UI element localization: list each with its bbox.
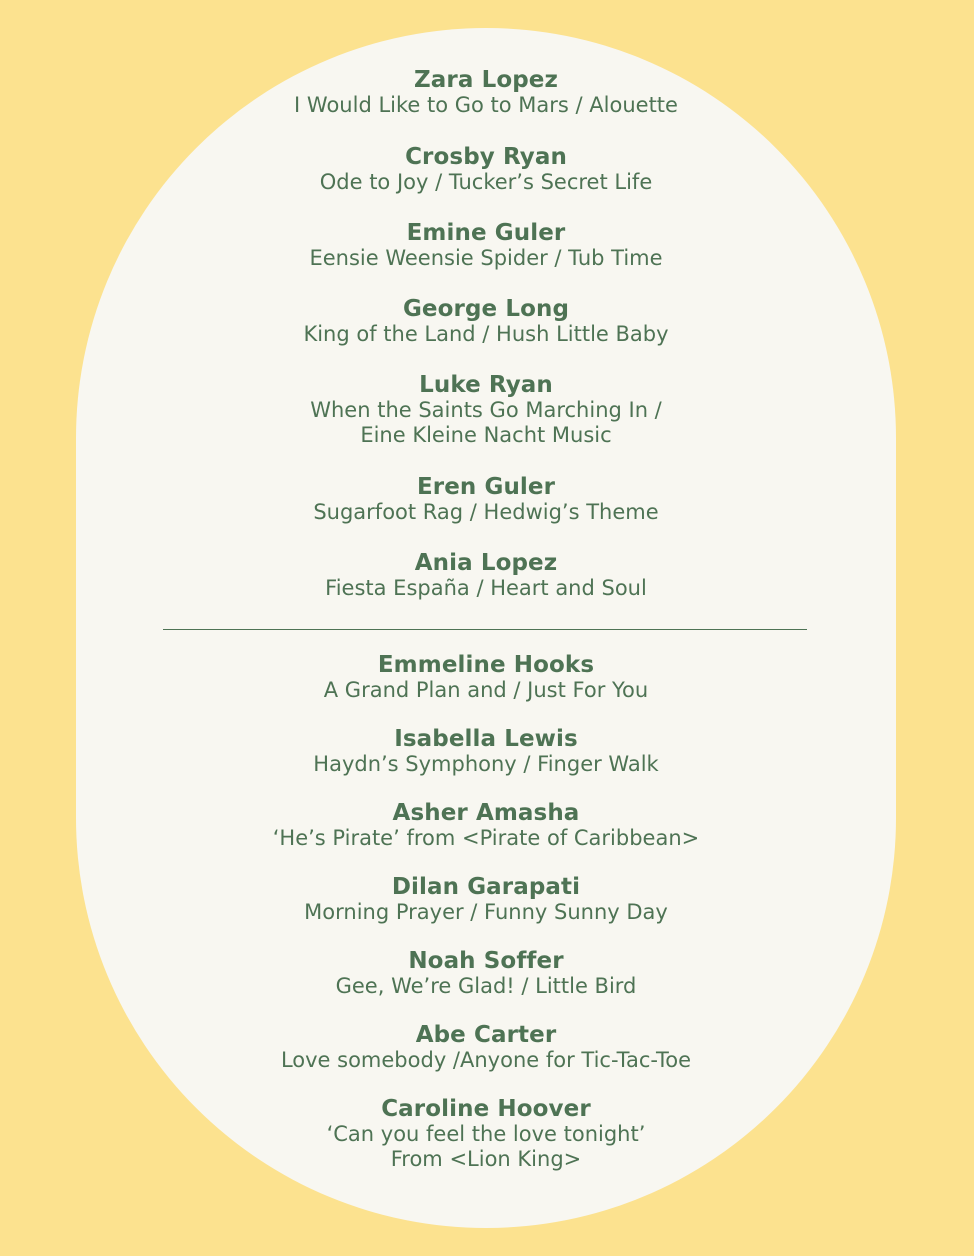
performer-entry [76, 800, 896, 851]
section-divider [163, 629, 807, 630]
performer-pieces: ‘Can you feel the love tonight’ From <Lion King> [326, 1122, 646, 1171]
performer-entry [76, 652, 896, 703]
performer-name: Eren Guler [416, 474, 556, 500]
performer-name: George Long [402, 296, 570, 322]
performer-pieces: Eensie Weensie Spider / Tub Time [309, 246, 663, 270]
performer-name: Isabella Lewis [394, 726, 578, 752]
performer-entry [76, 1022, 896, 1073]
performer-entry [76, 372, 896, 448]
performer-entry [76, 874, 896, 925]
performer-entry [76, 948, 896, 999]
performer-pieces: Love somebody /Anyone for Tic-Tac-Toe [280, 1048, 692, 1072]
performer-pieces: ‘He’s Pirate’ from <Pirate of Caribbean> [272, 826, 700, 850]
performer-name: Caroline Hoover [381, 1096, 591, 1122]
performer-pieces: When the Saints Go Marching In / Eine Kleine Nacht Music [310, 398, 662, 447]
performer-entry [76, 296, 896, 347]
performer-name: Noah Soffer [408, 948, 564, 974]
performer-pieces: A Grand Plan and / Just For You [323, 678, 649, 702]
performer-name: Asher Amasha [392, 800, 580, 826]
performer-entry [76, 220, 896, 271]
performer-entry [76, 726, 896, 777]
performer-name: Zara Lopez [414, 67, 558, 93]
performer-pieces: Gee, We’re Glad! / Little Bird [335, 974, 637, 998]
performer-pieces: Haydn’s Symphony / Finger Walk [313, 752, 659, 776]
performer-name: Crosby Ryan [405, 144, 567, 170]
performer-pieces: Ode to Joy / Tucker’s Secret Life [319, 170, 653, 194]
performer-entry [76, 474, 896, 525]
performer-pieces: Morning Prayer / Funny Sunny Day [304, 900, 668, 924]
performer-name: Abe Carter [415, 1022, 557, 1048]
performer-name: Emmeline Hooks [377, 652, 595, 678]
performer-entry [76, 550, 896, 601]
performer-name: Ania Lopez [414, 550, 558, 576]
performer-name: Emine Guler [406, 220, 566, 246]
performer-name: Dilan Garapati [391, 874, 581, 900]
performer-pieces: King of the Land / Hush Little Baby [303, 322, 669, 346]
performer-entry [76, 144, 896, 195]
performer-pieces: I Would Like to Go to Mars / Alouette [294, 93, 678, 117]
performer-pieces: Fiesta España / Heart and Soul [325, 576, 647, 600]
performer-entry [76, 67, 896, 118]
performer-pieces: Sugarfoot Rag / Hedwig’s Theme [313, 500, 659, 524]
performer-name: Luke Ryan [419, 372, 553, 398]
performer-entry [76, 1096, 896, 1172]
